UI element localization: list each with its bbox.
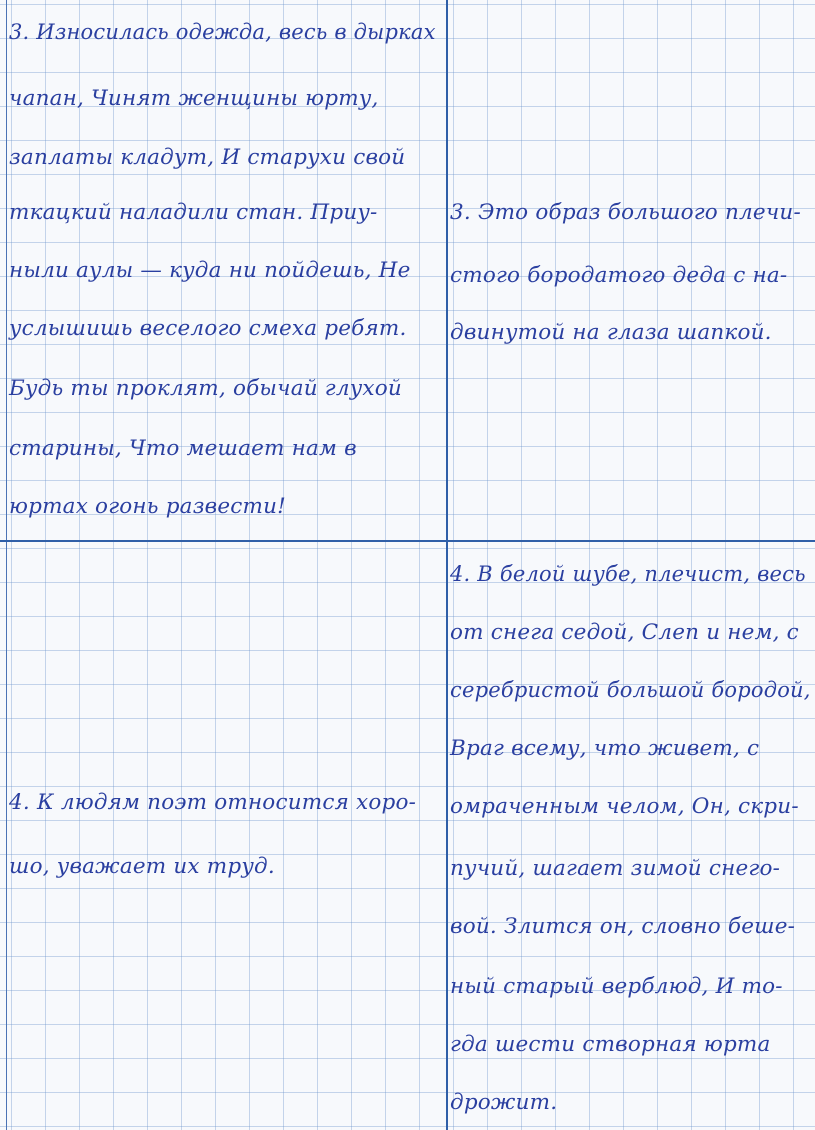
text-line: двинутой на глаза шапкой. bbox=[450, 320, 772, 345]
text-line: серебристой большой бородой, bbox=[450, 678, 811, 702]
text-line: 3. Износилась одежда, весь в дырках bbox=[9, 20, 436, 44]
text-line: услышишь веселого смеха ребят. bbox=[9, 316, 407, 341]
text-line: пучий, шагает зимой снего- bbox=[450, 856, 781, 881]
cell-bottom-left bbox=[9, 542, 445, 1130]
text-line: Враг всему, что живет, с bbox=[450, 736, 760, 761]
text-line: Будь ты проклят, обычай глухой bbox=[9, 376, 402, 401]
text-line: шо, уважает их труд. bbox=[9, 854, 275, 879]
text-line: чапан, Чинят женщины юрту, bbox=[9, 86, 379, 111]
text-line: стого бородатого деда с на- bbox=[450, 263, 788, 288]
text-line: заплаты кладут, И старухи свой bbox=[9, 145, 406, 170]
text-line: 4. К людям поэт относится хоро- bbox=[9, 790, 417, 815]
text-line: 3. Это образ большого плечи- bbox=[450, 200, 801, 225]
text-line: 4. В белой шубе, плечист, весь bbox=[450, 562, 806, 586]
text-line: ный старый верблюд, И то- bbox=[450, 974, 783, 999]
text-line: юртах огонь развести! bbox=[9, 494, 286, 519]
text-line: вой. Злится он, словно беше- bbox=[450, 914, 796, 939]
text-line: гда шести створная юрта bbox=[450, 1032, 771, 1057]
cell-top-left bbox=[9, 0, 445, 540]
text-line: ныли аулы — куда ни пойдешь, Не bbox=[9, 258, 411, 283]
text-line: омраченным челом, Он, скри- bbox=[450, 794, 799, 819]
cell-top-right bbox=[450, 0, 815, 540]
text-line: старины, Что мешает нам в bbox=[9, 436, 357, 461]
vertical-column-divider bbox=[446, 0, 448, 1130]
cell-bottom-right bbox=[450, 542, 815, 1130]
text-line: дрожит. bbox=[450, 1090, 558, 1115]
left-margin-line bbox=[6, 0, 7, 1130]
text-line: от снега седой, Слеп и нем, с bbox=[450, 620, 799, 645]
text-line: ткацкий наладили стан. Приу- bbox=[9, 200, 378, 225]
